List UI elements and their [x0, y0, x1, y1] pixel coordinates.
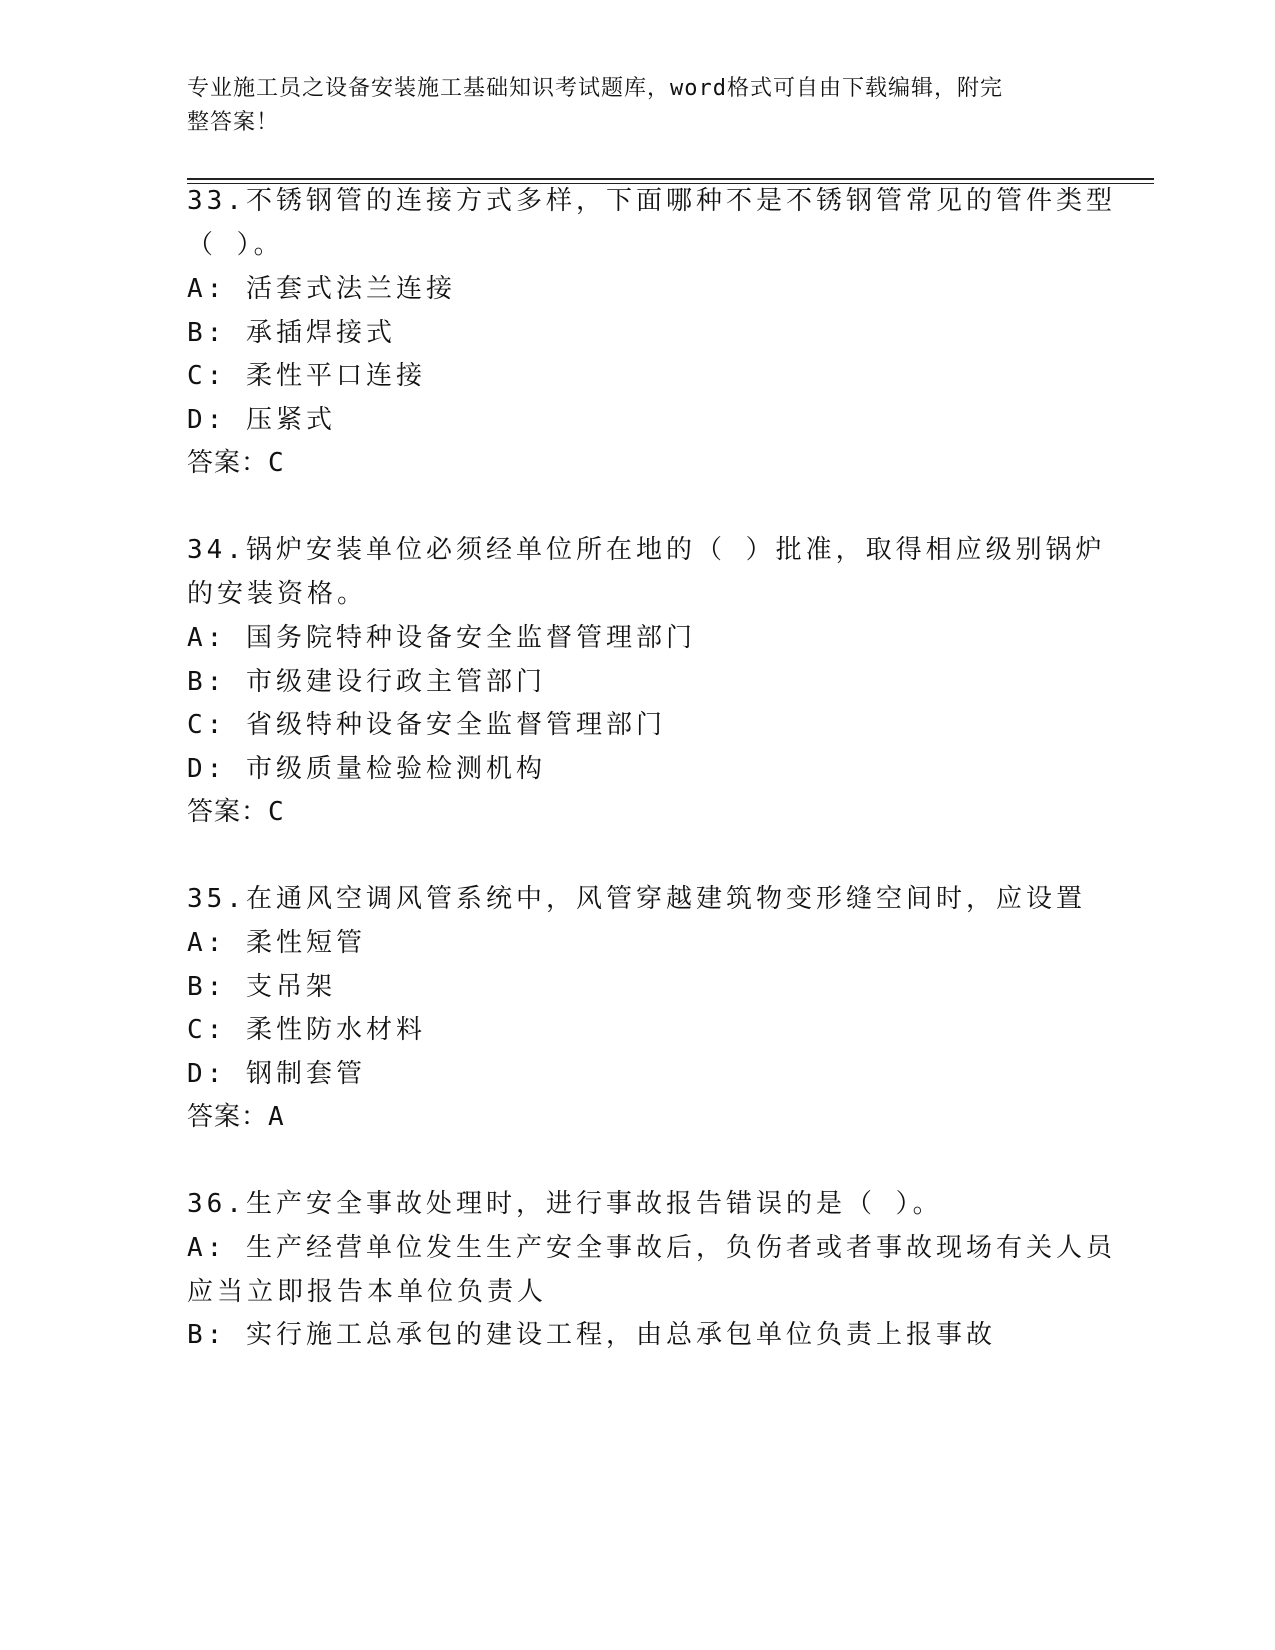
question-35-option-a: A: 柔性短管	[187, 928, 366, 958]
question-34-option-b: B: 市级建设行政主管部门	[187, 667, 546, 697]
question-35-stem-line-1: 35.在通风空调风管系统中，风管穿越建筑物变形缝空间时，应设置	[187, 884, 1086, 914]
question-34-option-c: C: 省级特种设备安全监督管理部门	[187, 710, 666, 740]
question-34-option-a: A: 国务院特种设备安全监督管理部门	[187, 623, 696, 653]
question-33-option-b: B: 承插焊接式	[187, 318, 396, 348]
question-35-answer: 答案：A	[187, 1102, 285, 1132]
question-34-stem-line-1: 34.锅炉安装单位必须经单位所在地的（ ）批准，取得相应级别锅炉	[187, 535, 1106, 565]
question-36-option-a-line-2: 应当立即报告本单位负责人	[187, 1277, 548, 1307]
header-note-line-2: 整答案！	[187, 110, 280, 135]
question-35-option-c: C: 柔性防水材料	[187, 1015, 426, 1045]
question-33-option-c: C: 柔性平口连接	[187, 361, 426, 391]
question-33-option-d: D: 压紧式	[187, 405, 336, 435]
question-34-answer: 答案：C	[187, 797, 285, 827]
header-note	[187, 72, 1067, 140]
question-35-option-b: B: 支吊架	[187, 972, 336, 1002]
question-35-option-d: D: 钢制套管	[187, 1059, 366, 1089]
question-33-answer: 答案：C	[187, 448, 285, 478]
question-34-stem-line-2: 的安装资格。	[187, 579, 368, 609]
header-note-line-1: 专业施工员之设备安装施工基础知识考试题库，word格式可自由下载编辑，附完	[187, 76, 1003, 101]
question-36-option-a-line-1: A: 生产经营单位发生生产安全事故后，负伤者或者事故现场有关人员	[187, 1233, 1116, 1263]
header-divider-thick	[187, 178, 1154, 180]
question-33-stem-line-2: （ ）。	[187, 230, 284, 260]
question-34-option-d: D: 市级质量检验检测机构	[187, 754, 546, 784]
question-36-stem-line-1: 36.生产安全事故处理时，进行事故报告错误的是（ ）。	[187, 1189, 943, 1219]
question-33-stem-line-1: 33.不锈钢管的连接方式多样，下面哪种不是不锈钢管常见的管件类型	[187, 186, 1116, 216]
question-33-option-a: A: 活套式法兰连接	[187, 274, 456, 304]
question-36-option-b: B: 实行施工总承包的建设工程，由总承包单位负责上报事故	[187, 1320, 996, 1350]
